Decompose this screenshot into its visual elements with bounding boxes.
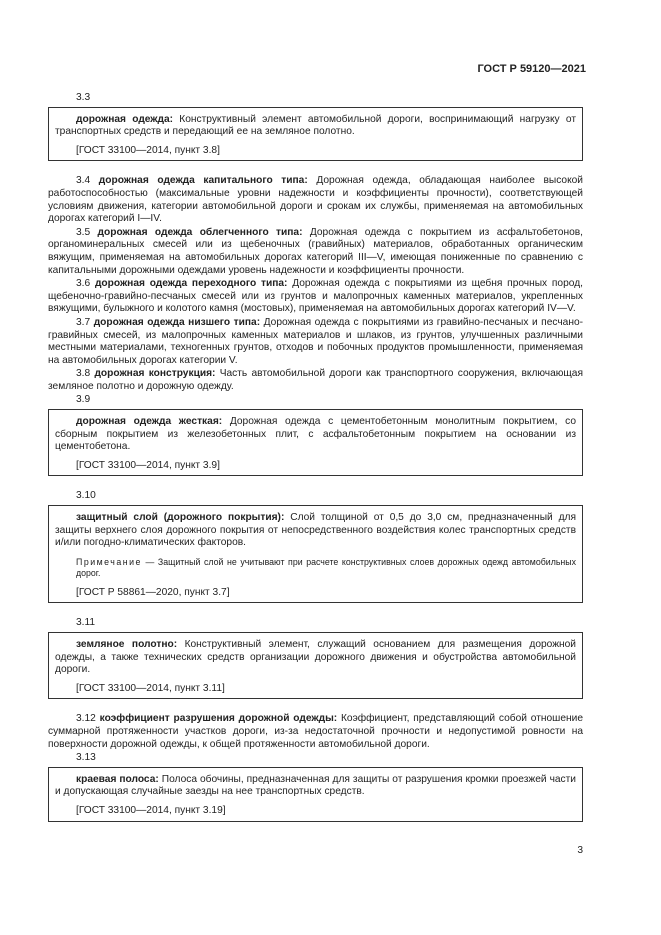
definition-3-3 xyxy=(55,114,576,139)
term: дорожная одежда облегченного типа: xyxy=(97,226,303,238)
section-number: 3.12 xyxy=(76,713,96,725)
definition-3-10 xyxy=(55,512,576,550)
section-number: 3.5 xyxy=(76,226,91,238)
section-number: 3.4 xyxy=(76,175,91,187)
section-number: 3.6 xyxy=(76,278,91,290)
term: дорожная конструкция: xyxy=(94,368,216,380)
term: краевая полоса: xyxy=(76,773,159,785)
note-text: — Защитный слой не учитывают при расчете конструктивных слоев дорожных одежд автомобильных дорог. xyxy=(76,556,576,578)
note-label: Примечание xyxy=(76,556,142,567)
definition-box-3-10 xyxy=(48,505,583,603)
definition-text: Дорожная одежда с цементобетонным монолитным покрытием, со сборным покрытием из железобетонных плит, с асфальтобетонным покрытием на основании из цементобетона. xyxy=(55,416,576,453)
definition-3-4 xyxy=(48,175,583,225)
definition-text: Дорожная одежда, обладающая наиболее высокой работоспособностью (максимальные уровни надежности и коэффициенты прочности), соответствующей условиям движения, категории автомобильной дороги и срокам их службы, применяемая на автомобильных дорогах категорий I—IV. xyxy=(48,175,583,225)
definition-text: Коэффициент, представляющий собой отношение суммарной протяженности участков дороги, из-за недостаточной прочности и недопустимой ровности на поверхности дорожной одежды, к общей протяженности автомобильной дороги. xyxy=(48,713,583,750)
section-number-3-3: 3.3 xyxy=(76,92,91,103)
definition-box-3-9 xyxy=(48,409,583,476)
source-reference: [ГОСТ 33100—2014, пункт 3.19] xyxy=(76,804,226,816)
definition-text: Дорожная одежда с покрытием из асфальтобетонов, органоминеральных смесей или из щебеночных (гравийных) материалов, обработанных органическим вяжущим, применяемая на автомобильных дорогах категорий III—V, имеющая пониженные по сравнению с капитальными дорожными одеждами уровень надежности и коэффициенты прочности. xyxy=(48,226,583,276)
definition-text: Дорожная одежда с покрытиями из щебня прочных пород, щебеночно-гравийно-песчаных смесей или из грунтов и малопрочных каменных материалов, укрепленных вяжущими, булыжного и колотого камня (мостовых), применяемая на автомобильных дорогах категорий IV—V. xyxy=(48,278,583,315)
section-number-3-13: 3.13 xyxy=(76,752,96,764)
term: коэффициент разрушения дорожной одежды: xyxy=(99,713,338,725)
definition-box-3-13 xyxy=(48,767,583,822)
source-reference: [ГОСТ Р 58861—2020, пункт 3.7] xyxy=(76,586,230,598)
definition-3-9 xyxy=(55,416,576,454)
term: дорожная одежда низшего типа: xyxy=(93,316,261,328)
definition-text: Слой толщиной от 0,5 до 3,0 см, предназначенный для защиты верхнего слоя дорожного покрытия от непосредственного воздействия колес транспортных средств и/или погодно-климатических факторов. xyxy=(55,512,577,549)
definition-text: Дорожная одежда с покрытиями из гравийно-песчаных и песчано-гравийных смесей, из малопрочных каменных материалов и шлаков, из грунтов, улучшенных различными местными материалами, техногенных грунтов, отходов и побочных продуктов промышленности, применяемая на автомобильных дорогах категории V. xyxy=(48,316,584,366)
definition-3-7 xyxy=(48,317,583,367)
section-number-3-11: 3.11 xyxy=(76,617,96,629)
source-reference: [ГОСТ 33100—2014, пункт 3.11] xyxy=(76,682,225,694)
definition-3-6 xyxy=(48,278,583,316)
definition-3-12 xyxy=(48,713,583,751)
term: дорожная одежда переходного типа: xyxy=(94,278,288,290)
term: дорожная одежда жесткая: xyxy=(76,416,223,428)
page-number: 3 xyxy=(577,845,583,856)
document-code: ГОСТ Р 59120—2021 xyxy=(477,63,586,75)
term: защитный слой (дорожного покрытия): xyxy=(76,512,285,524)
definition-3-8 xyxy=(48,368,583,393)
definition-text: Часть автомобильной дороги как транспортного сооружения, включающая земляное полотно и дорожную одежду. xyxy=(48,368,583,392)
definition-text: Конструктивный элемент, служащий основанием для размещения дорожной одежды, а также технических средств организации дорожного движения и обустройства автомобильной дороги. xyxy=(55,639,576,676)
section-number: 3.7 xyxy=(76,316,91,328)
definition-3-13 xyxy=(55,774,576,799)
term: дорожная одежда капитального типа: xyxy=(98,175,308,187)
term: земляное полотно: xyxy=(76,639,178,650)
note xyxy=(76,557,576,579)
definition-3-5 xyxy=(48,227,583,277)
section-number-3-9: 3.9 xyxy=(76,394,91,406)
definition-3-11 xyxy=(55,639,576,677)
definition-text: Конструктивный элемент автомобильной дороги, воспринимающий нагрузку от транспортных средств и передающий ее на земляное полотно. xyxy=(55,113,576,138)
source-reference: [ГОСТ 33100—2014, пункт 3.8] xyxy=(76,144,220,156)
document-body xyxy=(48,92,583,836)
definition-box-3-3 xyxy=(48,107,583,162)
definition-text: Полоса обочины, предназначенная для защиты от разрушения кромки проезжей части и допускающая случайные заезды на нее транспортных средств. xyxy=(55,773,576,798)
term: дорожная одежда: xyxy=(76,113,174,125)
source-reference: [ГОСТ 33100—2014, пункт 3.9] xyxy=(76,459,220,471)
section-number: 3.8 xyxy=(76,368,91,380)
section-number-3-10: 3.10 xyxy=(76,490,96,502)
definition-box-3-11 xyxy=(48,632,583,699)
